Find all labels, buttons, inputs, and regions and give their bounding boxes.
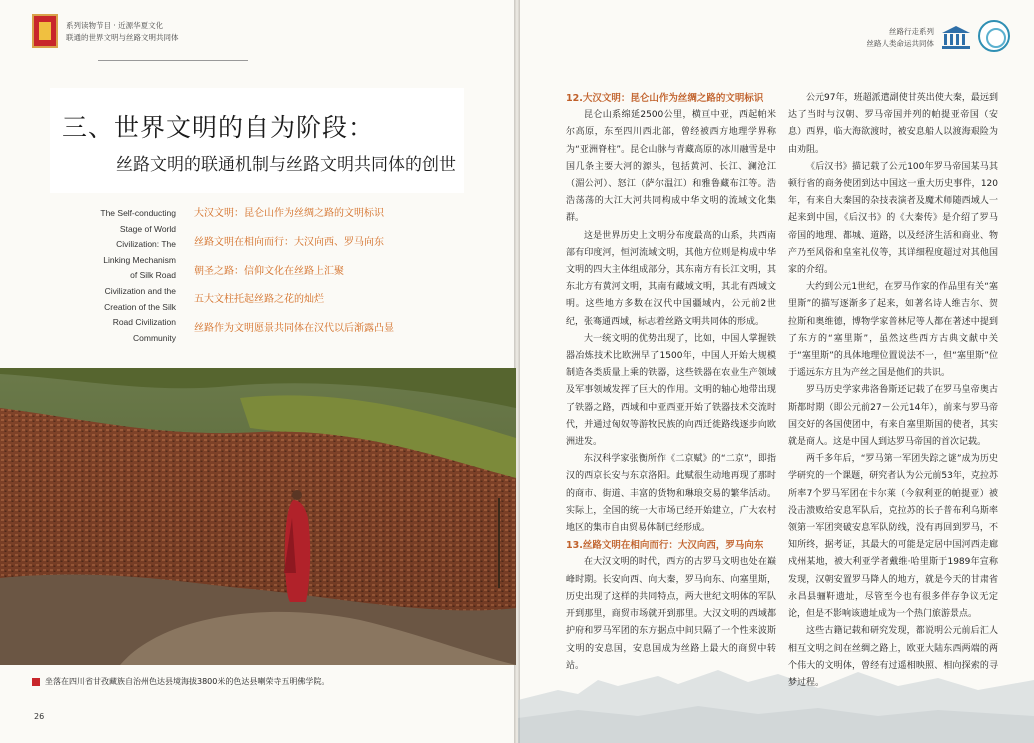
chapter-title: 三、世界文明的自为阶段：	[62, 113, 375, 142]
body-paragraph: 这是世界历史上文明分布度最高的山系，共西南部有印度河，恒河流域文明，其他方位则是构成中华文明的四大主体组成部分，其东南方有长江文明，其东北方有黄河文明，其南有藏域文明，其北有西域文明。这些地方多数在汉代中国疆域内，公元前2世纪，张骞通西域，标志着丝路文明共同体的形成。	[566, 230, 776, 327]
left-header	[32, 14, 252, 54]
chapter-subtitle: 丝路文明的联通机制与丝路文明共同体的创世	[116, 155, 456, 175]
english-title-line: Stage of World	[119, 223, 176, 234]
left-header-line1: 系列读物节目 · 近源华夏文化	[66, 21, 164, 30]
monastery-photo	[0, 368, 516, 665]
english-title	[82, 206, 176, 346]
english-title-line: of Silk Road	[130, 270, 176, 281]
body-paragraph: 东汉科学家张衡所作《二京赋》的“二京”，即指汉的西京长安与东京洛阳。此赋很生动地再现了那时的商市、街道、丰富的货物和琳琅交易的繁华活动。实际上，全国的统一大市场已经开始建立，广大农村地区的集市自由贸易体制已经形成。	[566, 454, 776, 534]
english-title-line: Linking Mechanism	[103, 254, 176, 265]
body-paragraph: 昆仑山系绵延2500公里，横亘中亚，西起帕米尔高原，东至四川西北部，曾经被西方地理学界称为“亚洲脊柱”。昆仑山脉与青藏高原的冰川融雪是中国几条主要大河的源头，包括黄河、长江、澜沧江（湄公河）、怒江（萨尔温江）和雅鲁藏布江等。浩浩荡荡的大江大河共同构成中华文明的流域文化集群。	[566, 110, 776, 224]
left-header-text	[66, 20, 179, 44]
header-rule	[98, 60, 248, 61]
body-paragraph: 罗马历史学家弗洛鲁斯还记载了在罗马皇帝奥古斯都时期（即公元前27－公元14年），前来与罗马帝国交好的各国使团中，有来自塞里斯国的使者，其实就是商人。这是中国人到达罗马帝国的首次记载。	[788, 385, 998, 448]
english-title-line: Community	[133, 332, 176, 343]
body-paragraph: 在大汉文明的时代，西方的古罗马文明也处在巅峰时期。长安向西、向大秦，罗马向东、向塞里斯，历史出现了这样的共同特点，两大世纪文明体的军队开到那里，商贸市场就开到那里。大汉文明的西域都护府和罗马军团的东方据点中间只隔了一个性来波斯文明的安息国，安息国成为丝路上最大的商贸中转站。	[566, 557, 776, 671]
right-header-text	[867, 26, 935, 50]
right-header-line2: 丝路人类命运共同体	[866, 39, 934, 48]
body-paragraph: 大约到公元1世纪，在罗马作家的作品里有关“塞里斯”的描写逐渐多了起来，如著名诗人维吉尔、贺拉斯和奥维德，博物学家普林尼等人都在著述中提到了东方的“塞里斯”，虽然这些西方古典文献中关于“塞里斯”的具体地理位置说法不一，但“塞里斯”位于遥远东方且为产丝之国是他们的共识。	[788, 282, 998, 379]
body-paragraph: 两千多年后，“罗马第一军团失踪之谜”成为历史学研究的一个课题，研究者认为公元前53年，克拉苏所率7个罗马军团在卡尔莱（今叙利亚的帕提亚）被没击溃败给安息军队后，克拉苏的长子普布利乌斯率领第一军团突破安息军队防线，没有再回到罗马，不知所终，据考证，其最大的可能是定居中国河西走廊戍州某地，被大利亚学者戴维·哈里斯于1989年宣称发现，汉朝安置罗马降人的地方，就是今天的甘肃省永昌县骊靬遗址，尽管至今也有很多伴存争议无定论，但是不影响该遗址成为一个热门旅游景点。	[788, 454, 998, 620]
english-title-line: The Self-conducting	[100, 208, 176, 218]
english-title-line: Civilization: The	[116, 239, 176, 250]
topic-item: 丝路文明在相向而行：大汉向西、罗马向东	[194, 236, 384, 248]
english-title-line: Civilization and the	[104, 285, 176, 296]
right-header-line1: 丝路行走系列	[889, 27, 934, 36]
topic-item: 五大文柱托起丝路之花的灿烂	[194, 294, 324, 306]
chapter-title-box	[50, 88, 464, 193]
page-number: 26	[34, 712, 45, 721]
heritage-seal-icon	[978, 20, 1010, 52]
section-topics-list	[194, 207, 454, 351]
body-paragraph: 大一统文明的优势出现了，比如，中国人掌握铁器冶炼技术比欧洲早了1500年，中国人开始大规模制造各类质量上乘的铁器，这些铁器在农业生产领域及军事领域发挥了巨大的作用。文明的轴心地带出现了铁器之路，西域和中亚西亚开始了铁器技术交流时代，并通过匈奴等游牧民族的向西迁徙路线逐步向欧洲进发。	[566, 333, 776, 448]
body-paragraph: 这些古籍记载和研究发现，都说明公元前后汇人相互文明之间在丝绸之路上，欧亚大陆东西两端的两个伟大的文明体，曾经有过遥相映照、相向探索的寻梦过程。	[788, 626, 998, 688]
left-header-line2: 联通的世界文明与丝路文明共同体	[66, 33, 179, 42]
body-column-2	[788, 90, 998, 710]
topic-item: 丝路作为文明愿景共同体在汉代以后渐露凸显	[194, 323, 394, 335]
body-column-1	[566, 90, 776, 690]
english-title-line: Creation of the Silk	[104, 301, 176, 312]
english-title-line: Road Civilization	[112, 317, 176, 328]
body-paragraph: 公元97年，班超派遣副使甘英出使大秦，最远到达了当时与汉朝、罗马帝国并列的帕提亚帝国（安息）西界，临大海欲渡时，被安息船人以渡海艰险为由劝阻。	[788, 93, 998, 155]
section-heading: 12.大汉文明：昆仑山作为丝绸之路的文明标识	[566, 93, 764, 104]
body-paragraph: 《后汉书》描记载了公元100年罗马帝国某马其顿行省的商务使团到达中国这一重大历史事件，120年，有来自大秦国的杂技表演者及魔术师随西域人一起来到中国，《后汉书》的《大秦传》是介绍了罗马帝国的地理、都城、道路，以及经济生活和商业、物产乃至风俗和皇室礼仪等，其详细程度超过对其他国家的介绍。	[788, 161, 998, 276]
photo-caption-text: 坐落在四川省甘孜藏族自治州色达县境海拔3800米的色达县喇荣寺五明佛学院。	[45, 677, 330, 686]
photo-caption	[32, 676, 502, 690]
caption-marker-icon	[32, 678, 40, 686]
right-header	[810, 20, 1010, 56]
series-logo-icon	[32, 14, 58, 48]
topic-item: 朝圣之路：信仰文化在丝路上汇聚	[194, 265, 344, 277]
topic-item: 大汉文明：昆仑山作为丝绸之路的文明标识	[194, 208, 384, 219]
unesco-temple-icon	[940, 24, 972, 50]
section-heading: 13.丝路文明在相向而行：大汉向西，罗马向东	[566, 540, 764, 552]
